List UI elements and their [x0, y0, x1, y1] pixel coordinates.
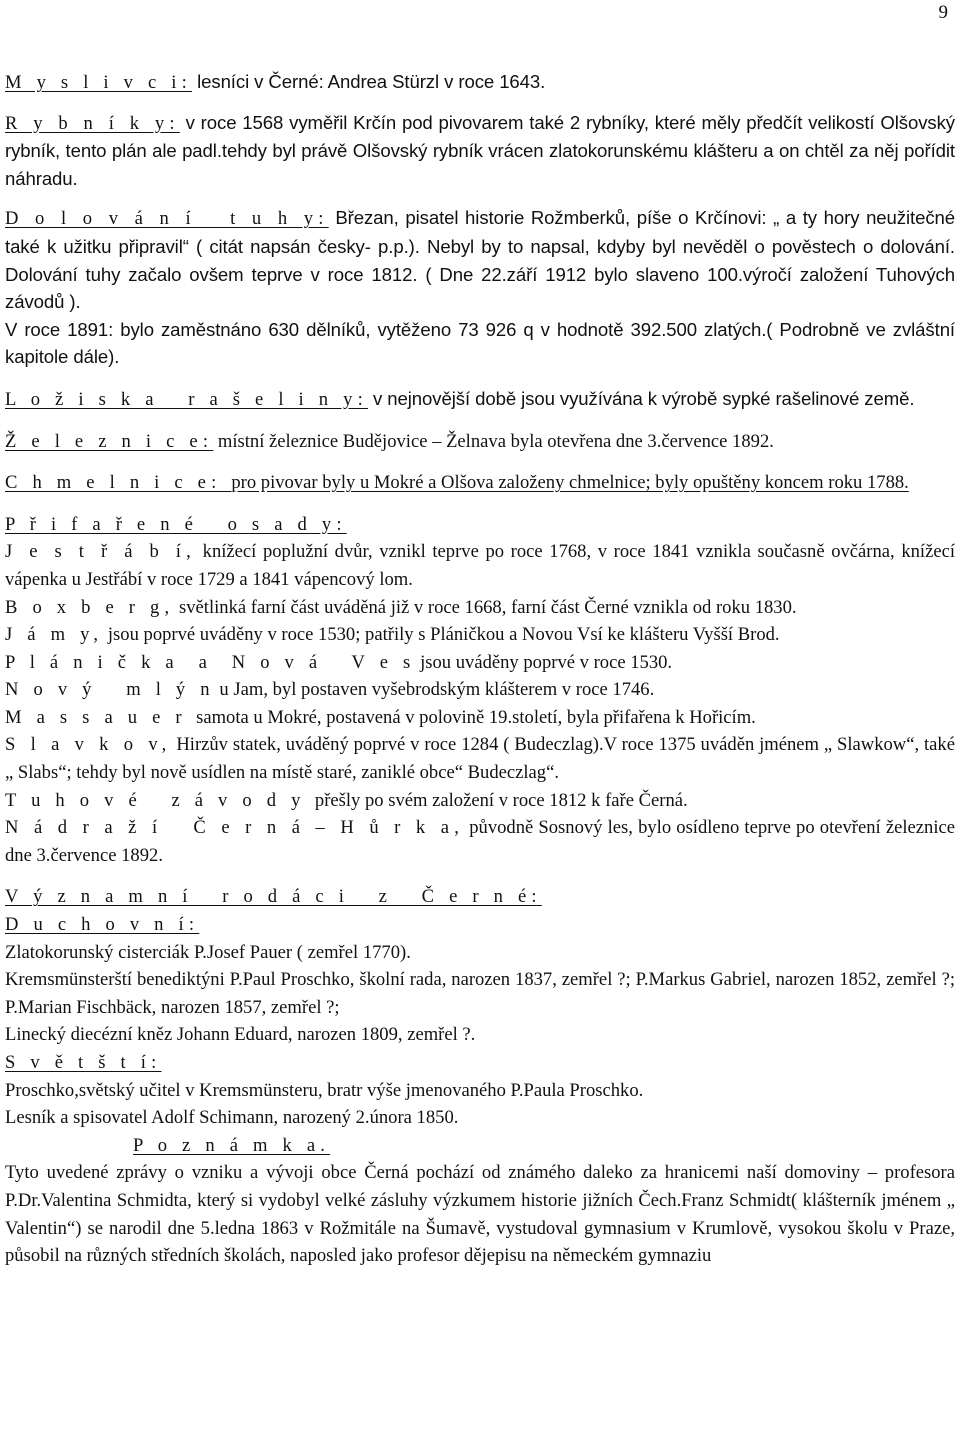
item-text: přešly po svém založení v roce 1812 k faře Černá.	[305, 789, 688, 811]
page-number: 9	[938, 2, 948, 23]
text-chmelnice: pro pivovar byly u Mokré a Olšova založeny chmelnice; byly opuštěny koncem roku 1788.	[231, 472, 909, 494]
paragraph-dolovani-2: V roce 1891: bylo zaměstnáno 630 dělníků, vytěženo 73 926 q v hodnotě 392.500 zlatých.( Podrobně ve zvláštní kapitole dále).	[5, 318, 955, 368]
list-item	[5, 649, 955, 677]
list-item	[5, 787, 955, 815]
list-item: Lesník a spisovatel Adolf Schimann, narozený 2.února 1850.	[5, 1107, 459, 1129]
heading-poznamka-text: P o z n á m k a.	[133, 1134, 331, 1156]
list-item: Proschko,světský učitel v Kremsmünsteru, bratr výše jmenovaného P.Paula Proschko.	[5, 1079, 644, 1101]
heading-rodaci	[5, 883, 955, 911]
item-text: samota u Mokré, postavená v polovině 19.století, byla přifařena k Hořicím.	[186, 706, 756, 728]
paragraph-dolovani	[5, 204, 955, 315]
item-name: S l a v k o v,	[5, 734, 172, 756]
heading-prifarene-text: P ř i f a ř e n é o s a d y:	[5, 513, 347, 535]
heading-poznamka	[5, 1132, 955, 1160]
item-text: jsou poprvé uváděny v roce 1530; patřily s Pláničkou a Novou Vsí ke klášteru Vyšší Brod.	[103, 624, 780, 646]
text-myslivci: lesníci v Černé: Andrea Stürzl v roce 1643.	[192, 71, 546, 92]
paragraph-chmelnice	[5, 469, 955, 497]
item-text: světlinká farní část uváděná již v roce 1668, farní část Černé vznikla od roku 1830.	[174, 596, 797, 618]
text-dolovani: Březan, pisatel historie Rožmberků, píše o Krčínovi: „ a ty hory neužitečné také k užitku připravil“ ( citát napsán česky- p.p.). Nebyl by to napsal, kdyby byl nevěděl o pověstech o dolování. Dolování tuhy začalo ovšem teprve v roce 1812. ( Dne 22.září 1912 bylo slaveno 100.výročí založení Tuhových závodů ).	[5, 207, 956, 313]
paragraph-zeleznice	[5, 428, 955, 456]
list-item: Kremsmünsterští benediktýni P.Paul Proschko, školní rada, narozen 1837, zemřel ?; P.Markus Gabriel, narozen 1852, zemřel ?; P.Marian Fischbäck, narozen 1857, zemřel ?;	[5, 969, 955, 1018]
label-rybniky: R y b n í k y:	[5, 112, 180, 134]
item-name: N o v ý m l ý n	[5, 679, 215, 701]
paragraph-poznamka: Tyto uvedené zprávy o vzniku a vývoji obce Černá pochází od známého daleko za hranicemi naší domoviny – profesora P.Dr.Valentina Schmidta, který si vydobyl velké zásluhy výzkumem historie jižních Čech.Franz Schmidt( klášterník jménem „ Valentin“) se narodil dne 5.ledna 1863 v Rožmitále na Šumavě, vystudoval gymnasium v Krumlově, vysokou školu v Praze, působil na různých středních školách, naposled jako profesor dějepisu na německém gymnaziu	[5, 1162, 955, 1267]
heading-duchovni	[5, 911, 955, 939]
label-myslivci: M y s l i v c i:	[5, 72, 193, 93]
heading-rodaci-text: V ý z n a m n í r o d á c i z Č e r n é:	[5, 886, 542, 908]
list-item	[5, 621, 955, 649]
item-name: N á d r a ž í Č e r n á – H ů r k a,	[5, 817, 465, 839]
heading-duchovni-text: D u c h o v n í:	[5, 914, 200, 936]
section-rodaci	[5, 883, 955, 1269]
list-item	[5, 704, 955, 732]
heading-prifarene	[5, 511, 955, 539]
list-item	[5, 676, 955, 704]
heading-svetsti-text: S v ě t š t í:	[5, 1052, 162, 1073]
item-text: původně Sosnový les, bylo osídleno teprve po otevření železnice dne 3.července 1892.	[5, 817, 955, 866]
list-item: Zlatokorunský cisterciák P.Josef Pauer ( zemřel 1770).	[5, 941, 411, 963]
item-name: M a s s a u e r	[5, 706, 187, 728]
list-item	[5, 814, 955, 869]
item-name: P l á n i č k a a N o v á V e s	[5, 651, 416, 673]
text-rybniky: v roce 1568 vyměřil Krčín pod pivovarem také 2 rybníky, které měly předčít velikostí Olšovský rybník, tento plán ale padl.tehdy byl právě Olšovský rybník vrácen zlatokorunskému klášteru a on chtěl za něj pořídit náhradu.	[5, 111, 955, 189]
list-item	[5, 594, 955, 622]
item-text: u Jam, byl postaven vyšebrodským klášterem v roce 1746.	[214, 679, 655, 701]
list-prifarene	[5, 538, 955, 869]
document-body	[5, 68, 955, 1270]
heading-svetsti	[5, 1049, 955, 1077]
item-text: jsou uváděny poprvé v roce 1530.	[415, 651, 673, 673]
item-name: J e s t ř á b í,	[5, 541, 197, 563]
label-loziska: L o ž i s k a r a š e l i n y:	[5, 388, 368, 410]
item-text: Hirzův statek, uváděný poprvé v roce 1284 ( Budeczlag).V roce 1375 uváděn jménem „ Slawkow“, také „ Slabs“; tehdy byl nově usídlen na místě staré, zaniklé obce“ Budeczlag“.	[5, 734, 955, 784]
item-name: B o x b e r g,	[5, 596, 175, 618]
paragraph-loziska	[5, 385, 955, 414]
list-item: Linecký diecézní kněz Johann Eduard, narozen 1809, zemřel ?.	[5, 1024, 476, 1046]
label-chmelnice: C h m e l n i c e:	[5, 472, 232, 494]
paragraph-rybniky	[5, 109, 955, 193]
item-name: T u h o v é z á v o d y	[5, 789, 306, 811]
item-name: J á m y,	[5, 624, 104, 646]
item-text: knížecí poplužní dvůr, vznikl teprve po roce 1768, v roce 1841 vznikla současně ovčárna, knížecí vápenka u Jestřábí v roce 1729 a 1841 vápencový lom.	[5, 541, 956, 590]
label-dolovani: D o l o v á n í t u h y:	[5, 208, 329, 230]
text-loziska: v nejnovější době jsou využívána k výrobě sypké rašelinové země.	[367, 387, 915, 409]
paragraph-myslivci	[5, 68, 955, 97]
label-zeleznice: Ž e l e z n i c e:	[5, 430, 214, 452]
list-item	[5, 731, 955, 786]
text-zeleznice: místní železnice Budějovice – Želnava byla otevřena dne 3.července 1892.	[213, 430, 774, 452]
list-item	[5, 538, 955, 593]
